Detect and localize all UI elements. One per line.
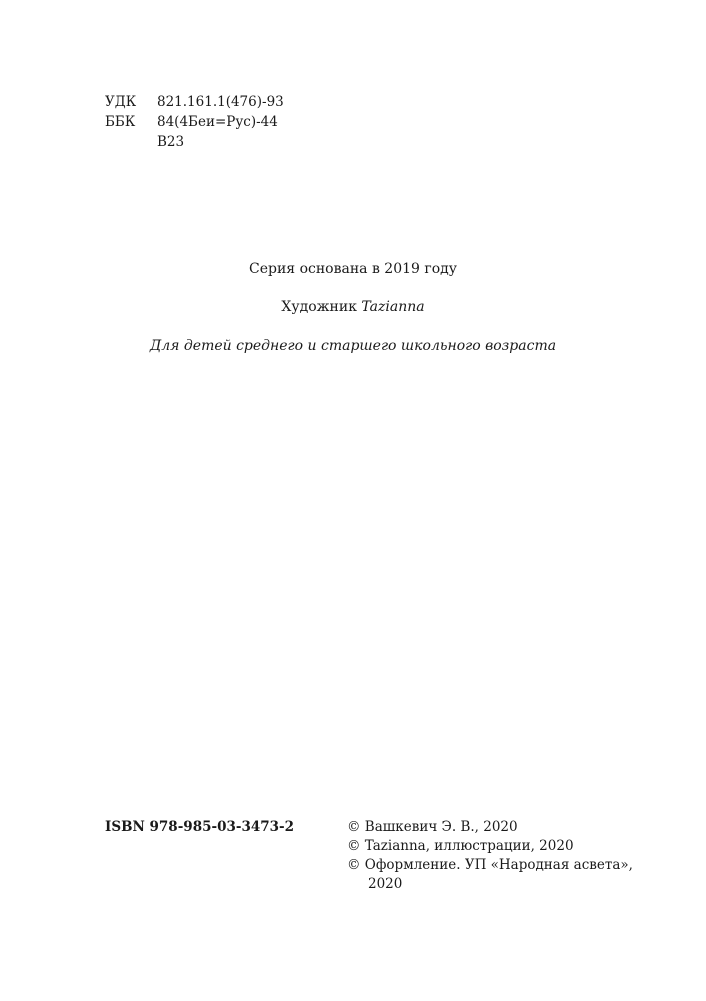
copyright-design-year: 2020 <box>368 876 403 892</box>
artist-credit <box>0 299 706 315</box>
author-mark-row <box>105 132 284 152</box>
author-mark-spacer <box>105 132 157 152</box>
copyright-illustrations: © Tazianna, иллюстрации, 2020 <box>347 838 574 854</box>
series-note: Серия основана в 2019 году <box>249 261 457 277</box>
bbk-row <box>105 112 284 132</box>
copyright-design: © Оформление. УП «Народная асвета», <box>347 857 633 873</box>
bbk-value: 84(4Беи=Рус)-44 <box>157 114 278 130</box>
bbk-label: ББК <box>105 114 136 130</box>
classification-codes <box>105 92 284 152</box>
copyright-block <box>347 818 633 894</box>
udk-row <box>105 92 284 112</box>
audience-note: Для детей среднего и старшего школьного возраста <box>149 338 557 354</box>
artist-prefix: Художник <box>281 299 362 315</box>
copyright-author: © Вашкевич Э. В., 2020 <box>347 819 518 835</box>
udk-value: 821.161.1(476)-93 <box>157 94 284 110</box>
isbn: ISBN 978-985-03-3473-2 <box>105 819 295 835</box>
udk-label: УДК <box>105 94 137 110</box>
author-mark: В23 <box>157 134 185 150</box>
artist-name: Tazianna <box>361 299 425 315</box>
